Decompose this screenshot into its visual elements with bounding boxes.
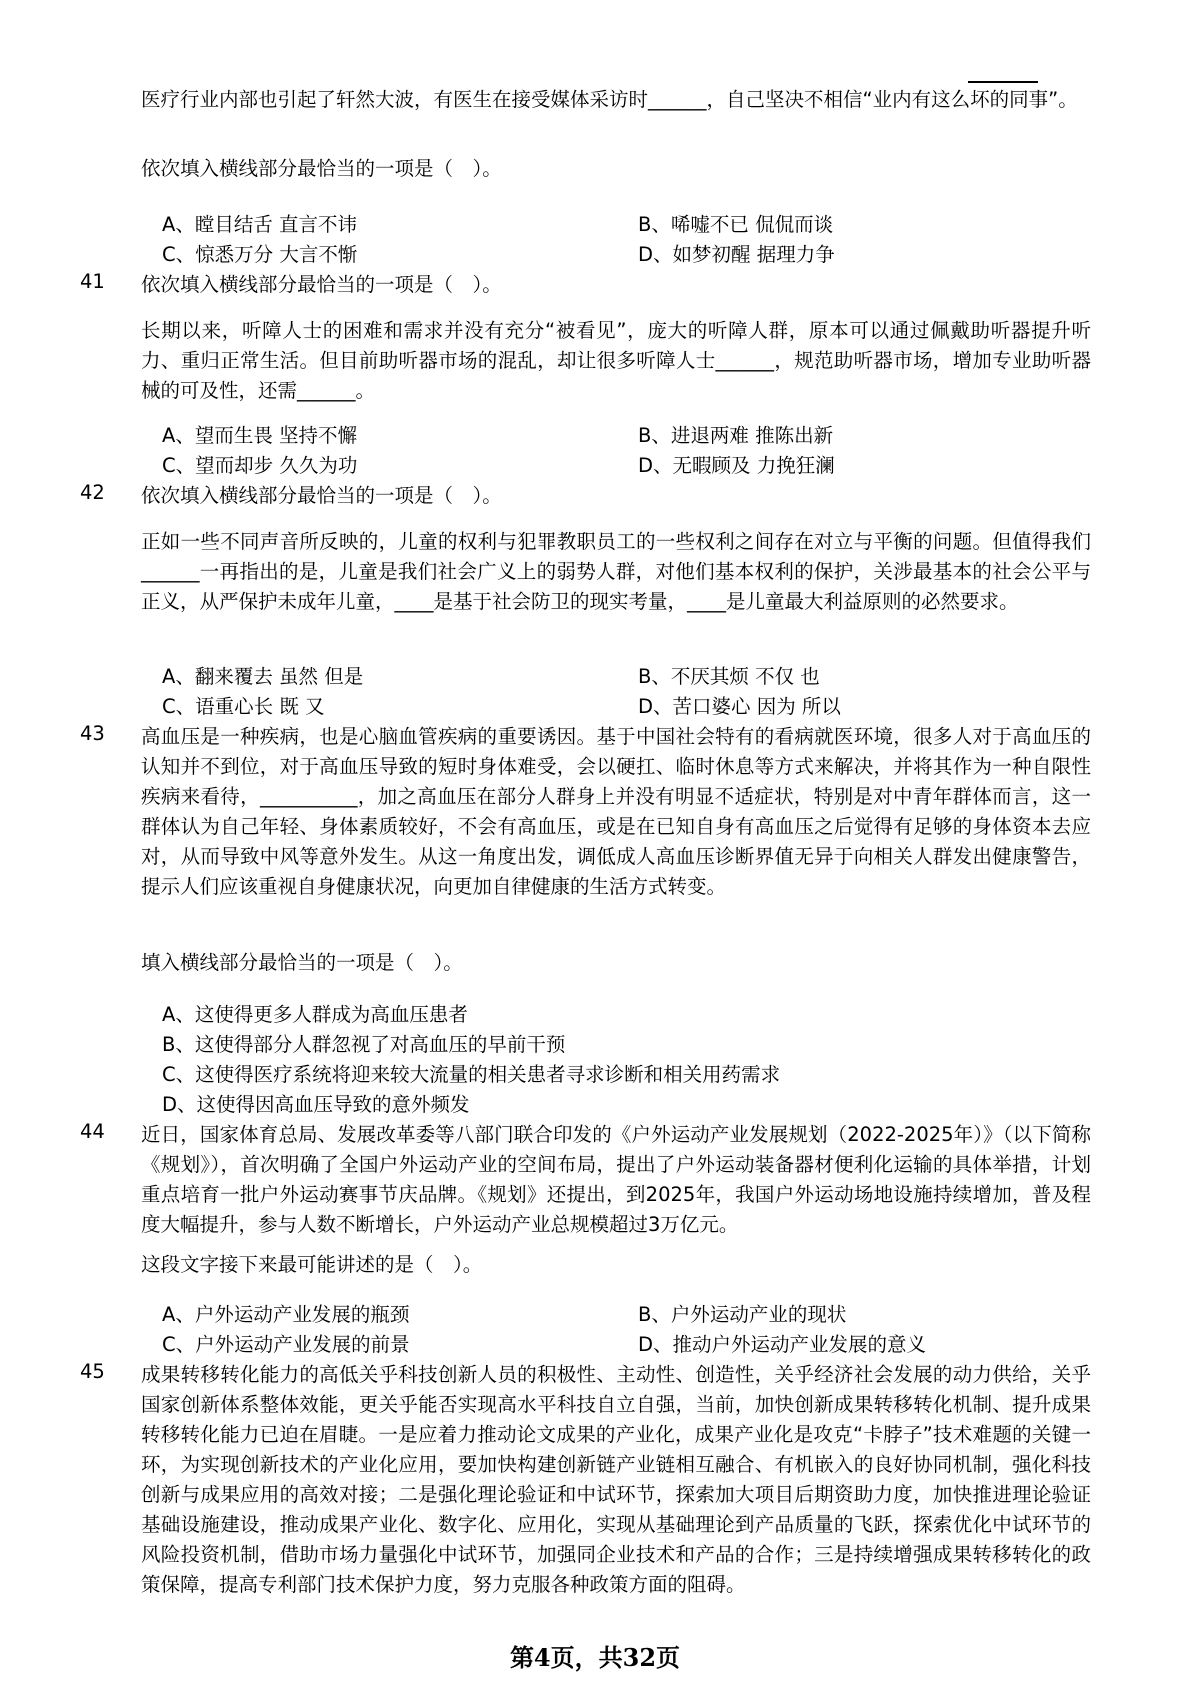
q43-stem: 填入横线部分最恰当的一项是（ ）。 (141, 951, 463, 974)
q41-number: 41 (80, 270, 105, 293)
q44-option-b[interactable]: B、户外运动产业的现状 (638, 1303, 847, 1326)
passage-continued: 医疗行业内部也引起了轩然大波，有医生在接受媒体采访时______，自己坚决不相信“业内有这么坏的同事”。 (141, 88, 1078, 111)
q41-option-c[interactable]: C、望而却步 久久为功 (162, 454, 358, 477)
q41-option-a[interactable]: A、望而生畏 坚持不懈 (162, 424, 358, 447)
q42-passage: 正如一些不同声音所反映的，儿童的权利与犯罪教职员工的一些权利之间存在对立与平衡的问题。但值得我们______一再指出的是，儿童是我们社会广义上的弱势人群，对他们基本权利的保护，关涉最基本的社会公平与正义，从严保护未成年儿童，____是基于社会防卫的现实考量，____是儿童最大利益原则的必然要求。 (141, 530, 1091, 613)
q44-passage: 近日，国家体育总局、发展改革委等八部门联合印发的《户外运动产业发展规划（2022-2025年）》（以下简称《规划》），首次明确了全国户外运动产业的空间布局，提出了户外运动装备器材便利化运输的具体举措，计划重点培育一批户外运动赛事节庆品牌。《规划》还提出，到2025年，我国户外运动场地设施持续增加，普及程度大幅提升，参与人数不断增长，户外运动产业总规模超过3万亿元。 (141, 1123, 1091, 1236)
q41-option-d[interactable]: D、无暇顾及 力挽狂澜 (638, 454, 835, 477)
q43-option-c[interactable]: C、这使得医疗系统将迎来较大流量的相关患者寻求诊断和相关用药需求 (162, 1063, 781, 1086)
q40-stem: 依次填入横线部分最恰当的一项是（ ）。 (141, 157, 502, 180)
q42-stem: 依次填入横线部分最恰当的一项是（ ）。 (141, 484, 502, 507)
q44-option-c[interactable]: C、户外运动产业发展的前景 (162, 1333, 410, 1356)
q42-option-d[interactable]: D、苦口婆心 因为 所以 (638, 695, 841, 718)
q44-option-a[interactable]: A、户外运动产业发展的瓶颈 (162, 1303, 410, 1326)
q43-option-d[interactable]: D、这使得因高血压导致的意外频发 (162, 1093, 470, 1116)
q40-option-a[interactable]: A、瞠目结舌 直言不讳 (162, 213, 358, 236)
q42-option-a[interactable]: A、翻来覆去 虽然 但是 (162, 665, 364, 688)
q41-passage: 长期以来，听障人士的困难和需求并没有充分“被看见”，庞大的听障人群，原本可以通过佩戴助听器提升听力、重归正常生活。但目前助听器市场的混乱，却让很多听障人士______，规范助听器市场，增加专业助听器械的可及性，还需______。 (141, 319, 1091, 402)
answer-blank-line (968, 81, 1038, 83)
q40-option-c[interactable]: C、惊悉万分 大言不惭 (162, 243, 358, 266)
q41-option-b[interactable]: B、进退两难 推陈出新 (638, 424, 834, 447)
q44-stem: 这段文字接下来最可能讲述的是（ ）。 (141, 1253, 483, 1276)
q43-number: 43 (80, 722, 105, 745)
q44-option-d[interactable]: D、推动户外运动产业发展的意义 (638, 1333, 927, 1356)
q44-number: 44 (80, 1120, 105, 1143)
q45-number: 45 (80, 1360, 105, 1383)
q42-number: 42 (80, 481, 105, 504)
q41-stem: 依次填入横线部分最恰当的一项是（ ）。 (141, 273, 502, 296)
q42-option-b[interactable]: B、不厌其烦 不仅 也 (638, 665, 820, 688)
q40-option-d[interactable]: D、如梦初醒 据理力争 (638, 243, 835, 266)
page-number-footer: 第4页，共32页 (509, 1643, 681, 1672)
q43-passage: 高血压是一种疾病，也是心脑血管疾病的重要诱因。基于中国社会特有的看病就医环境，很多人对于高血压的认知并不到位，对于高血压导致的短时身体难受，会以硬扛、临时休息等方式来解决，并将其作为一种自限性疾病来看待，__________，加之高血压在部分人群身上并没有明显不适症状，特别是对中青年群体而言，这一群体认为自己年轻、身体素质较好，不会有高血压，或是在已知自身有高血压之后觉得有足够的身体资本去应对，从而导致中风等意外发生。从这一角度出发，调低成人高血压诊断界值无异于向相关人群发出健康警告，提示人们应该重视自身健康状况，向更加自律健康的生活方式转变。 (141, 725, 1091, 898)
q45-passage: 成果转移转化能力的高低关乎科技创新人员的积极性、主动性、创造性，关乎经济社会发展的动力供给，关乎国家创新体系整体效能，更关乎能否实现高水平科技自立自强，当前，加快创新成果转移转化机制、提升成果转移转化能力已迫在眉睫。一是应着力推动论文成果的产业化，成果产业化是攻克“卡脖子”技术难题的关键一环，为实现创新技术的产业化应用，要加快构建创新链产业链相互融合、有机嵌入的良好协同机制，强化科技创新与成果应用的高效对接；二是强化理论验证和中试环节，探索加大项目后期资助力度，加快推进理论验证基础设施建设，推动成果产业化、数字化、应用化，实现从基础理论到产品质量的飞跃，探索优化中试环节的风险投资机制，借助市场力量强化中试环节，加强同企业技术和产品的合作；三是持续增强成果转移转化的政策保障，提高专利部门技术保护力度，努力克服各种政策方面的阻碍。 (141, 1363, 1091, 1596)
q43-option-a[interactable]: A、这使得更多人群成为高血压患者 (162, 1003, 468, 1026)
q42-option-c[interactable]: C、语重心长 既 又 (162, 695, 325, 718)
q43-option-b[interactable]: B、这使得部分人群忽视了对高血压的早前干预 (162, 1033, 566, 1056)
q40-option-b[interactable]: B、唏嘘不已 侃侃而谈 (638, 213, 834, 236)
